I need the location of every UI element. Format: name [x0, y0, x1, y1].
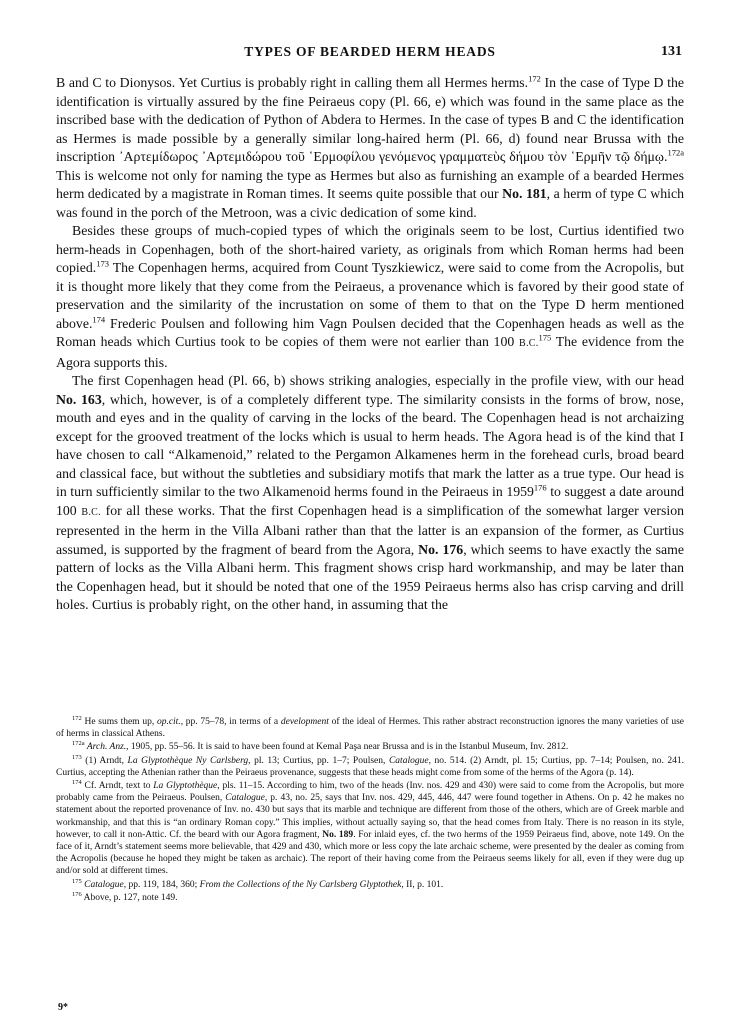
text-run: , no. 514. (2) Arndt, pl. 15; Curtius, pp. 7–14; Poulsen, no. 241. Curtius, accepting the Athenian rather than the Peiraeus provenance, suggests that these heads might come from some of the herms of the Agora (p. 14).: [56, 755, 685, 778]
text-run: , which, however, is of a completely different type. The similarity consists in the forms of brow, nose, mouth and eyes and in the quality of carving in the locks of the beard. The Copenhagen head is not archaizing except for the grooved treatment of the locks which is usual to herm heads. The Agora head is of the kind that I have chosen to call “Alkamenoid,” related to the Pergamon Alkamenes herm in the forehead curls, broad beard and classical face, but without the subtleties and subsidiary motifs that mark the latter as a true type. Our head is in turn sufficiently similar to the two Alkamenoid herms found in the Peiraeus in 1959: [56, 391, 684, 499]
footnote: [56, 780, 684, 878]
text-run: In the case of Type D the identification is virtually assured by the fine Peiraeus copy (Pl. 66, e) which was found in the same place as the inscribed base with the dedication of Python of Abdera to Hermes. In the case of types B and C the identification as Hermes is made possible by a generally similar long-haired herm (Pl. 66, d) found near Brussa with the inscription: [56, 75, 685, 164]
footnote-number: 173: [72, 753, 82, 761]
paragraph: [56, 372, 684, 615]
footnote: [56, 716, 684, 740]
text-run: (1) Arndt,: [81, 755, 128, 766]
text-run: , pp. 75–78, in terms of a: [180, 717, 281, 727]
catalogue-ref: No. 181: [502, 186, 547, 201]
text-run: Cf. Arndt, text to: [81, 781, 154, 792]
italic-run: Catalogue: [81, 879, 124, 890]
text-run: Besides these groups of much-copied types of which the originals seem to be lost, Curtius identified two herm-heads in Copenhagen, both of the short-haired variety, as originals from which Roman herms had been copied.: [56, 223, 684, 275]
catalogue-ref: No. 163: [56, 391, 102, 407]
text-run: He sums them up,: [81, 717, 157, 727]
signature-mark: 9*: [58, 1002, 68, 1013]
text-run: of the ideal of Hermes. This rather abstract reconstruction ignores the many varieties of use of herms in classical Athens.: [56, 717, 684, 740]
text-run: , II, p. 101.: [401, 879, 444, 890]
text-run: The evidence from the Agora supports this.: [56, 334, 684, 370]
text-run: . For inlaid eyes, cf. the two herms of the 1959 Peiraeus find, above, note 149. On the face of it, Arndt’s statement seems more believable, that 429 and 430, which more or less copy the late archaic scheme, were presented by the dealer as coming from the Acropolis (because he hoped they might be taken as archaic). The report of their having come from the Peiraeus seems likely for all, even if they were dug up and/or sold at different times.: [56, 829, 684, 877]
footnote-ref: 176: [533, 482, 547, 493]
italic-run: From the Collections of the Ny Carlsberg Glyptothek: [199, 879, 402, 890]
footnote-ref: 172: [528, 73, 541, 84]
italic-run: La Glyptothèque Ny Carlsberg: [127, 755, 249, 766]
page-number: 131: [661, 44, 682, 59]
italic-run: Catalogue: [388, 755, 429, 766]
small-caps: B.C.: [518, 338, 539, 349]
footnote-number: 172a: [72, 740, 85, 748]
footnote-ref: 175: [538, 332, 552, 343]
footnote-ref: 174: [92, 313, 106, 324]
text-run: , pls. 11–15. According to him, two of the heads (Inv. nos. 429 and 430) were said to come from the Acropolis, but more probably came from the Peiraeus. Poulsen,: [56, 781, 685, 804]
text-run: , a herm of type C which was found in the porch of the Metroon, was a civic dedication of some kind.: [56, 186, 684, 220]
text-run: The first Copenhagen head (Pl. 66, b) shows striking analogies, especially in the profile view, with our head: [72, 373, 684, 388]
text-run: B and C to Dionysos. Yet Curtius is probably right in calling them all Hermes herms.: [56, 75, 529, 90]
text-run: This is welcome not only for naming the type as Hermes but also as furnishing an example of a bearded Hermes herm dedicated by a magistrate in Roman times. It seems quite possible that our: [56, 167, 684, 201]
text-run: , pl. 13; Curtius, pp. 1–7; Poulsen,: [248, 755, 389, 766]
footnote-ref: 172a: [667, 147, 684, 158]
running-head: TYPES OF BEARDED HERM HEADS: [244, 44, 496, 59]
catalogue-ref: No. 176: [418, 541, 464, 557]
footnote-number: 174: [72, 778, 82, 786]
footnote-number: 175: [72, 877, 82, 885]
small-caps: B.C.: [81, 506, 101, 518]
text-run: , 1905, pp. 55–56. It is said to have been found at Kemal Paşa near Brussa and is in the Istanbul Museum, Inv. 2812.: [126, 742, 569, 753]
footnotes: [56, 716, 684, 905]
greek-inscription: ᾿Αρτεμίδωρος ᾿Αρτεμιδώρου τοῦ ῾Ερμοφίλου γενόμενος γραμματεὺς δήμου τὸν ῾Ερμῆν τῷ δήμῳ.: [118, 149, 668, 164]
text-run: Above, p. 127, note 149.: [81, 892, 178, 903]
paragraph: [56, 222, 684, 372]
text-run: The Copenhagen herms, acquired from Count Tyszkiewicz, were said to come from the Acropolis, but it is thought more likely that they come from the Peiraeus, a provenance which is favored by their good state of preservation and the similarity of the incrustation on some of them to that on the Type D herm mentioned above.: [56, 260, 684, 331]
paragraph: [56, 74, 684, 222]
text-run: , p. 43, no. 25, says that Inv. nos. 429, 445, 446, 447 were found together in Athens. On p. 42 he makes no statement about the reported provenance of Inv. no. 430 but says that its marble and technique are different from those of the others, which are of Greek marble and workmanship, and that this is “an ordinary Roman copy.” This implies, without actually saying so, that the head comes from Italy. There is no reason in its style, however, to call it non-Attic. Cf. the beard with our Agora fragment,: [56, 793, 684, 840]
italic-run: Catalogue: [225, 793, 265, 804]
text-run: for all these works. That the first Copenhagen head is a simplification of the somewhat larger version represented in the herm in the Villa Albani rather than that the latter is an expansion of the former, as Curtius assumed, is supported by the fragment of beard from the Agora,: [56, 502, 684, 557]
italic-run: op.cit.: [156, 717, 181, 727]
text-run: , pp. 119, 184, 360;: [123, 879, 200, 890]
footnote-number: 172: [72, 714, 82, 722]
footnote: [56, 892, 684, 904]
catalogue-ref: No. 189: [322, 829, 354, 840]
footnote-number: 176: [72, 890, 82, 898]
footnote: [56, 755, 684, 779]
footnote: [56, 879, 684, 891]
text-run: to suggest a date around 100: [56, 484, 684, 518]
page-header: [58, 44, 682, 64]
text-run: , which seems to have exactly the same pattern of locks as the Villa Albani herm. This fragment shows crisp hard workmanship, and may be later than the Copenhagen head, but it should be noted that one of the 1959 Peiraeus herms also has crisp carving and drill holes. Curtius is probably right, on the other hand, in assuming that the: [56, 541, 685, 612]
text-run: Frederic Poulsen and following him Vagn Poulsen decided that the Copenhagen heads as well as the Roman heads which Curtius took to be copies of them were not earlier than 100: [56, 315, 684, 349]
italic-run: La Glyptothèque: [153, 781, 218, 792]
italic-run: development: [280, 717, 329, 727]
footnote-ref: 173: [96, 258, 109, 269]
footnote: [56, 741, 684, 753]
italic-run: Arch. Anz.: [84, 742, 127, 753]
body-text: [56, 74, 684, 615]
